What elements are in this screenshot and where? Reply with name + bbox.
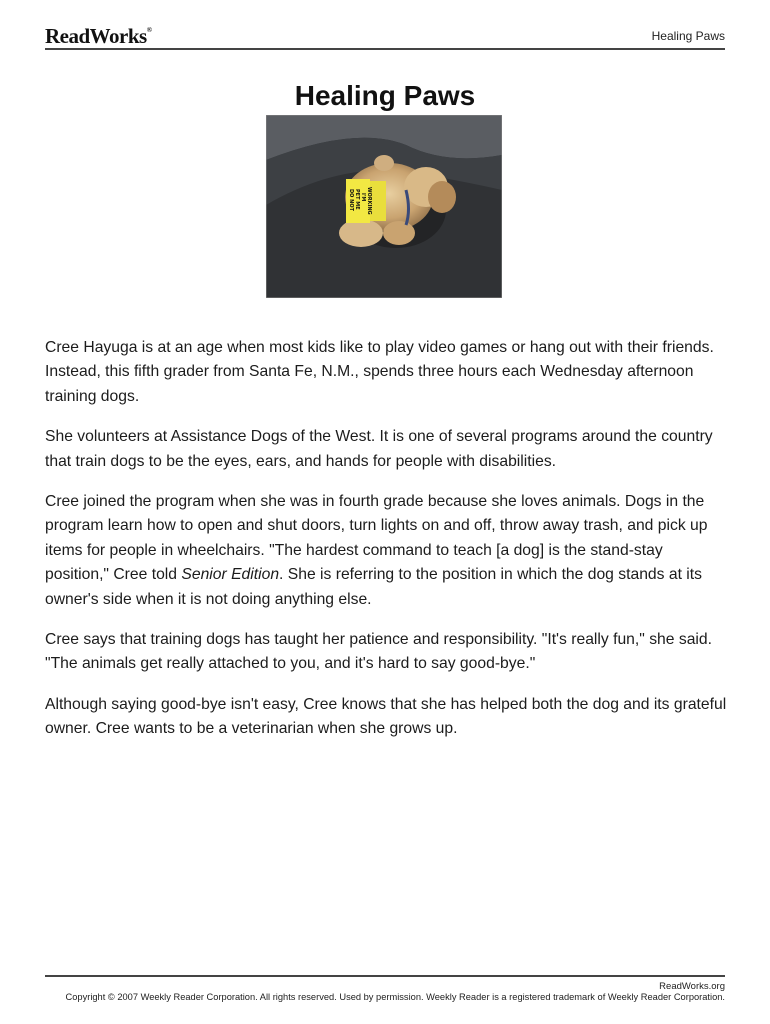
publication-name: Senior Edition (181, 566, 280, 584)
vest-sign-line: DO NOT (348, 189, 354, 211)
article-body (45, 336, 727, 758)
running-title: Healing Paws (651, 29, 725, 43)
article-paragraph: Cree says that training dogs has taught her patience and responsibility. "It's really fun," she said. "The animals get really attached to you, and it's hard to say good-bye." (45, 631, 712, 673)
dog-photo-icon (266, 115, 502, 298)
footer-copyright: Copyright © 2007 Weekly Reader Corporation. All rights reserved. Used by permission. Weekly Reader is a registered trademark of Weekly Reader Corporation. (65, 992, 725, 1002)
article-paragraph: Cree joined the program when she was in fourth grade because she loves animals. Dogs in the program learn how to open and shut doors, turn lights on and off, throw away trash, and pick up items for people in wheelchairs. "The hardest command to teach [a dog] is the stand-stay position," Cree told Senior Edition. She is referring to the position in which the dog stands at its owner's side when it is not doing anything else. (45, 493, 708, 608)
vest-sign-line: WORKING (366, 187, 372, 215)
page-header (45, 24, 725, 48)
article-paragraph: Cree Hayuga is at an age when most kids like to play video games or hang out with their friends. Instead, this fifth grader from Santa Fe, N.M., spends three hours each Wednesday afternoon training dogs. (45, 339, 714, 405)
footer-site: ReadWorks.org (659, 981, 725, 992)
footer-divider (45, 975, 725, 977)
header-divider (45, 48, 725, 50)
readworks-logo: ReadWorks® (45, 24, 152, 48)
article-paragraph: Although saying good-bye isn't easy, Cree knows that she has helped both the dog and its grateful owner. Cree wants to be a veterinarian when she grows up. (45, 695, 727, 738)
vest-sign-line: PET ME (354, 189, 360, 210)
article-title: Healing Paws (294, 80, 476, 111)
vest-sign-line: I'M (360, 193, 366, 202)
service-dog-photo (266, 115, 502, 298)
article-paragraph: She volunteers at Assistance Dogs of the West. It is one of several programs around the country that train dogs to be the eyes, ears, and hands for people with disabilities. (45, 428, 713, 470)
